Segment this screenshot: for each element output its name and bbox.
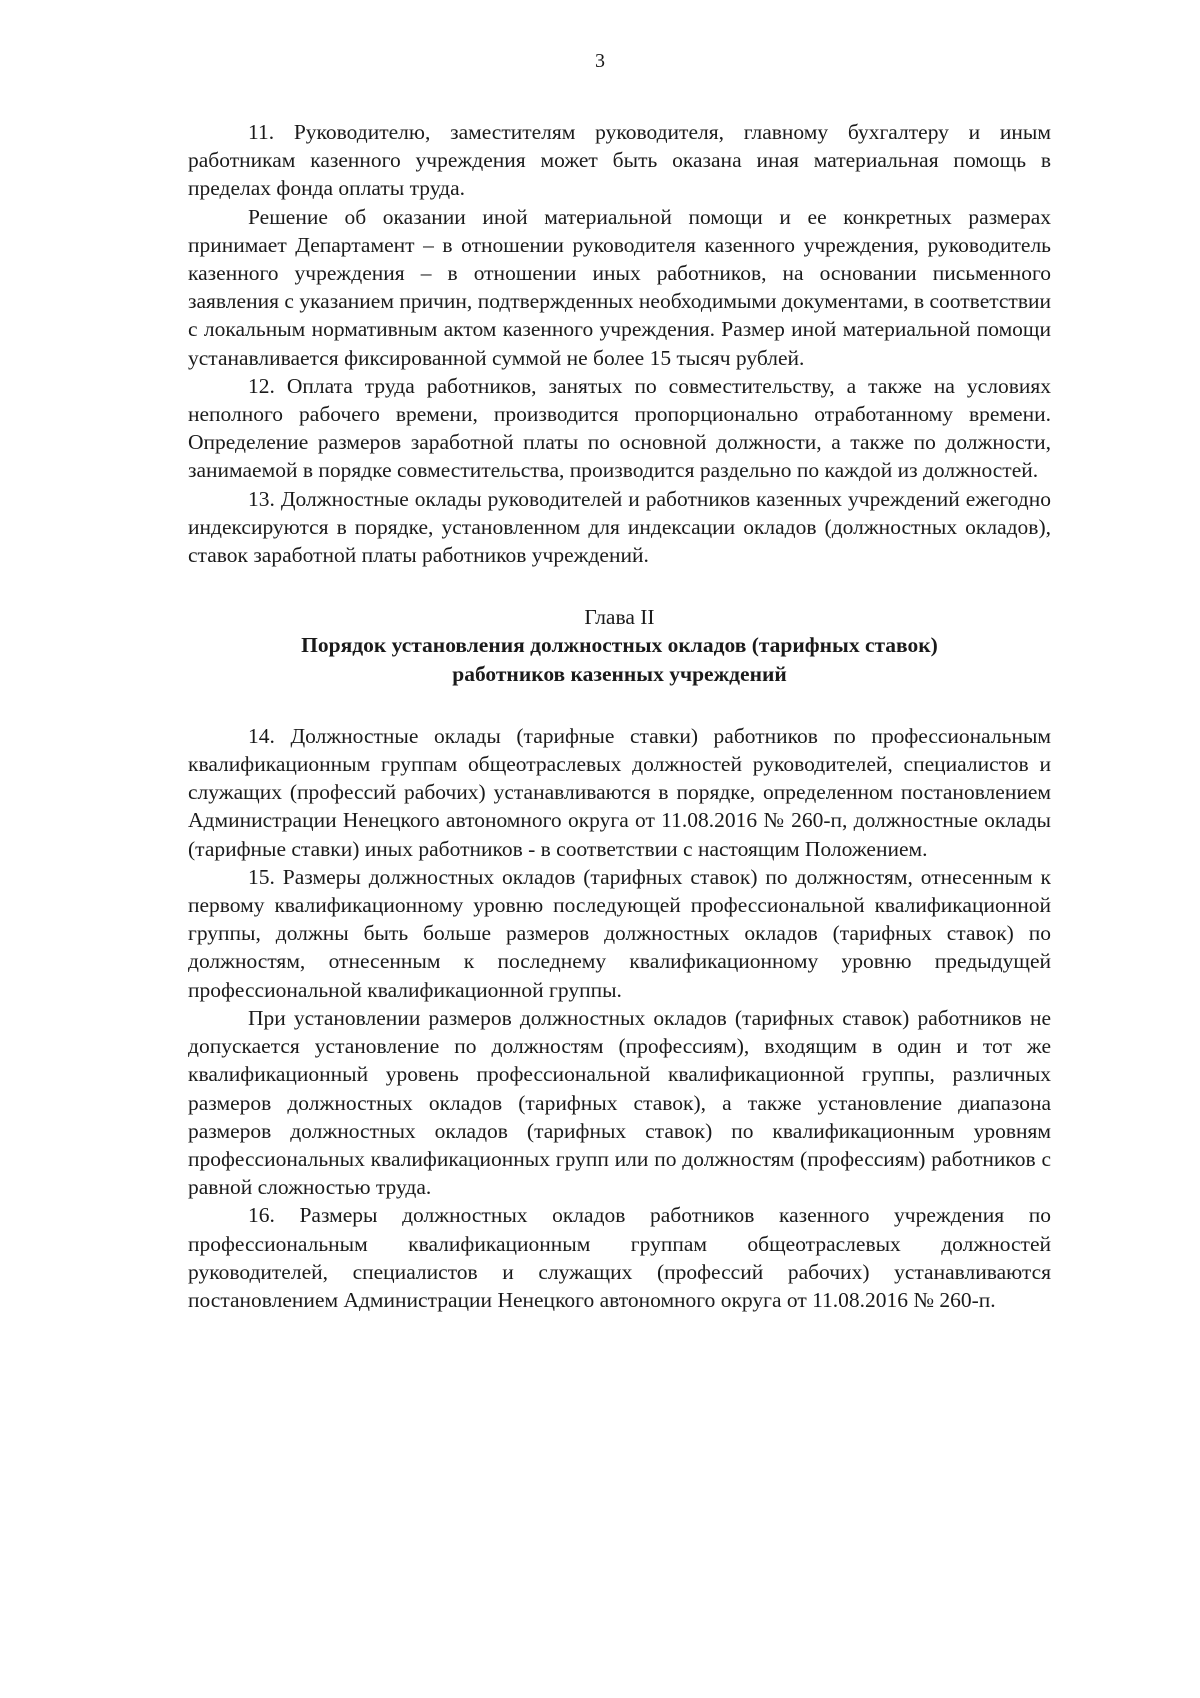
paragraph-16: 16. Размеры должностных окладов работников казенного учреждения по профессиональным квалификационным группам общеотраслевых должностей руководителей, специалистов и служащих (профессий рабочих) устанавливаются постановлением Администрации Ненецкого автономного округа от 11.08.2016 № 260-п.: [188, 1203, 1051, 1312]
chapter-body: [188, 722, 1051, 1314]
paragraph-11-decision: Решение об оказании иной материальной помощи и ее конкретных размерах принимает Департамент – в отношении руководителя казенного учреждения, руководитель казенного учреждения – в отношении иных работников, на основании письменного заявления с указанием причин, подтвержденных необходимыми документами, в соответствии с локальным нормативным актом казенного учреждения. Размер иной материальной помощи устанавливается фиксированной суммой не более 15 тысяч рублей.: [188, 204, 1051, 370]
paragraph-13: 13. Должностные оклады руководителей и работников казенных учреждений ежегодно индексируются в порядке, установленном для индексации окладов (должностных окладов), ставок заработной платы работников учреждений.: [188, 486, 1051, 568]
paragraph-14: 14. Должностные оклады (тарифные ставки) работников по профессиональным квалификационным группам общеотраслевых должностей руководителей, специалистов и служащих (профессий рабочих) устанавливаются в порядке, определенном постановлением Администрации Ненецкого автономного округа от 11.08.2016 № 260-п, должностные оклады (тарифные ставки) иных работников - в соответствии с настоящим Положением.: [188, 723, 1051, 861]
chapter-label: Глава II: [584, 605, 655, 630]
paragraph-12: 12. Оплата труда работников, занятых по совместительству, а также на условиях неполного рабочего времени, производится пропорционально отработанному времени. Определение размеров заработной платы по основной должности, а также по должности, занимаемой в порядке совместительства, производится раздельно по каждой из должностей.: [188, 373, 1051, 483]
paragraph-15-establishment: При установлении размеров должностных окладов (тарифных ставок) работников не допускается установление по должностям (профессиям), входящим в один и тот же квалификационный уровень профессиональной квалификационной группы, различных размеров должностных окладов (тарифных ставок), а также установление диапазона размеров должностных окладов (тарифных ставок) по квалификационным уровням профессиональных квалификационных групп или по должностям (профессиям) работников с равной сложностью труда.: [188, 1005, 1051, 1200]
document-body: [188, 118, 1051, 1314]
chapter-title-line-1: Порядок установления должностных окладов (тарифных ставок): [301, 633, 938, 658]
chapter-heading: [188, 603, 1051, 688]
paragraph-11: 11. Руководителю, заместителям руководителя, главному бухгалтеру и иным работникам казенного учреждения может быть оказана иная материальная помощь в пределах фонда оплаты труда.: [188, 120, 1051, 201]
paragraph-15: 15. Размеры должностных окладов (тарифных ставок) по должностям, отнесенным к первому квалификационному уровню последующей профессиональной квалификационной группы, должны быть больше размеров должностных окладов (тарифных ставок) по должностям, отнесенным к последнему квалификационному уровню предыдущей профессиональной квалификационной группы.: [188, 864, 1051, 1002]
chapter-title-line-2: работников казенных учреждений: [452, 661, 787, 686]
page-number: 3: [595, 50, 605, 72]
